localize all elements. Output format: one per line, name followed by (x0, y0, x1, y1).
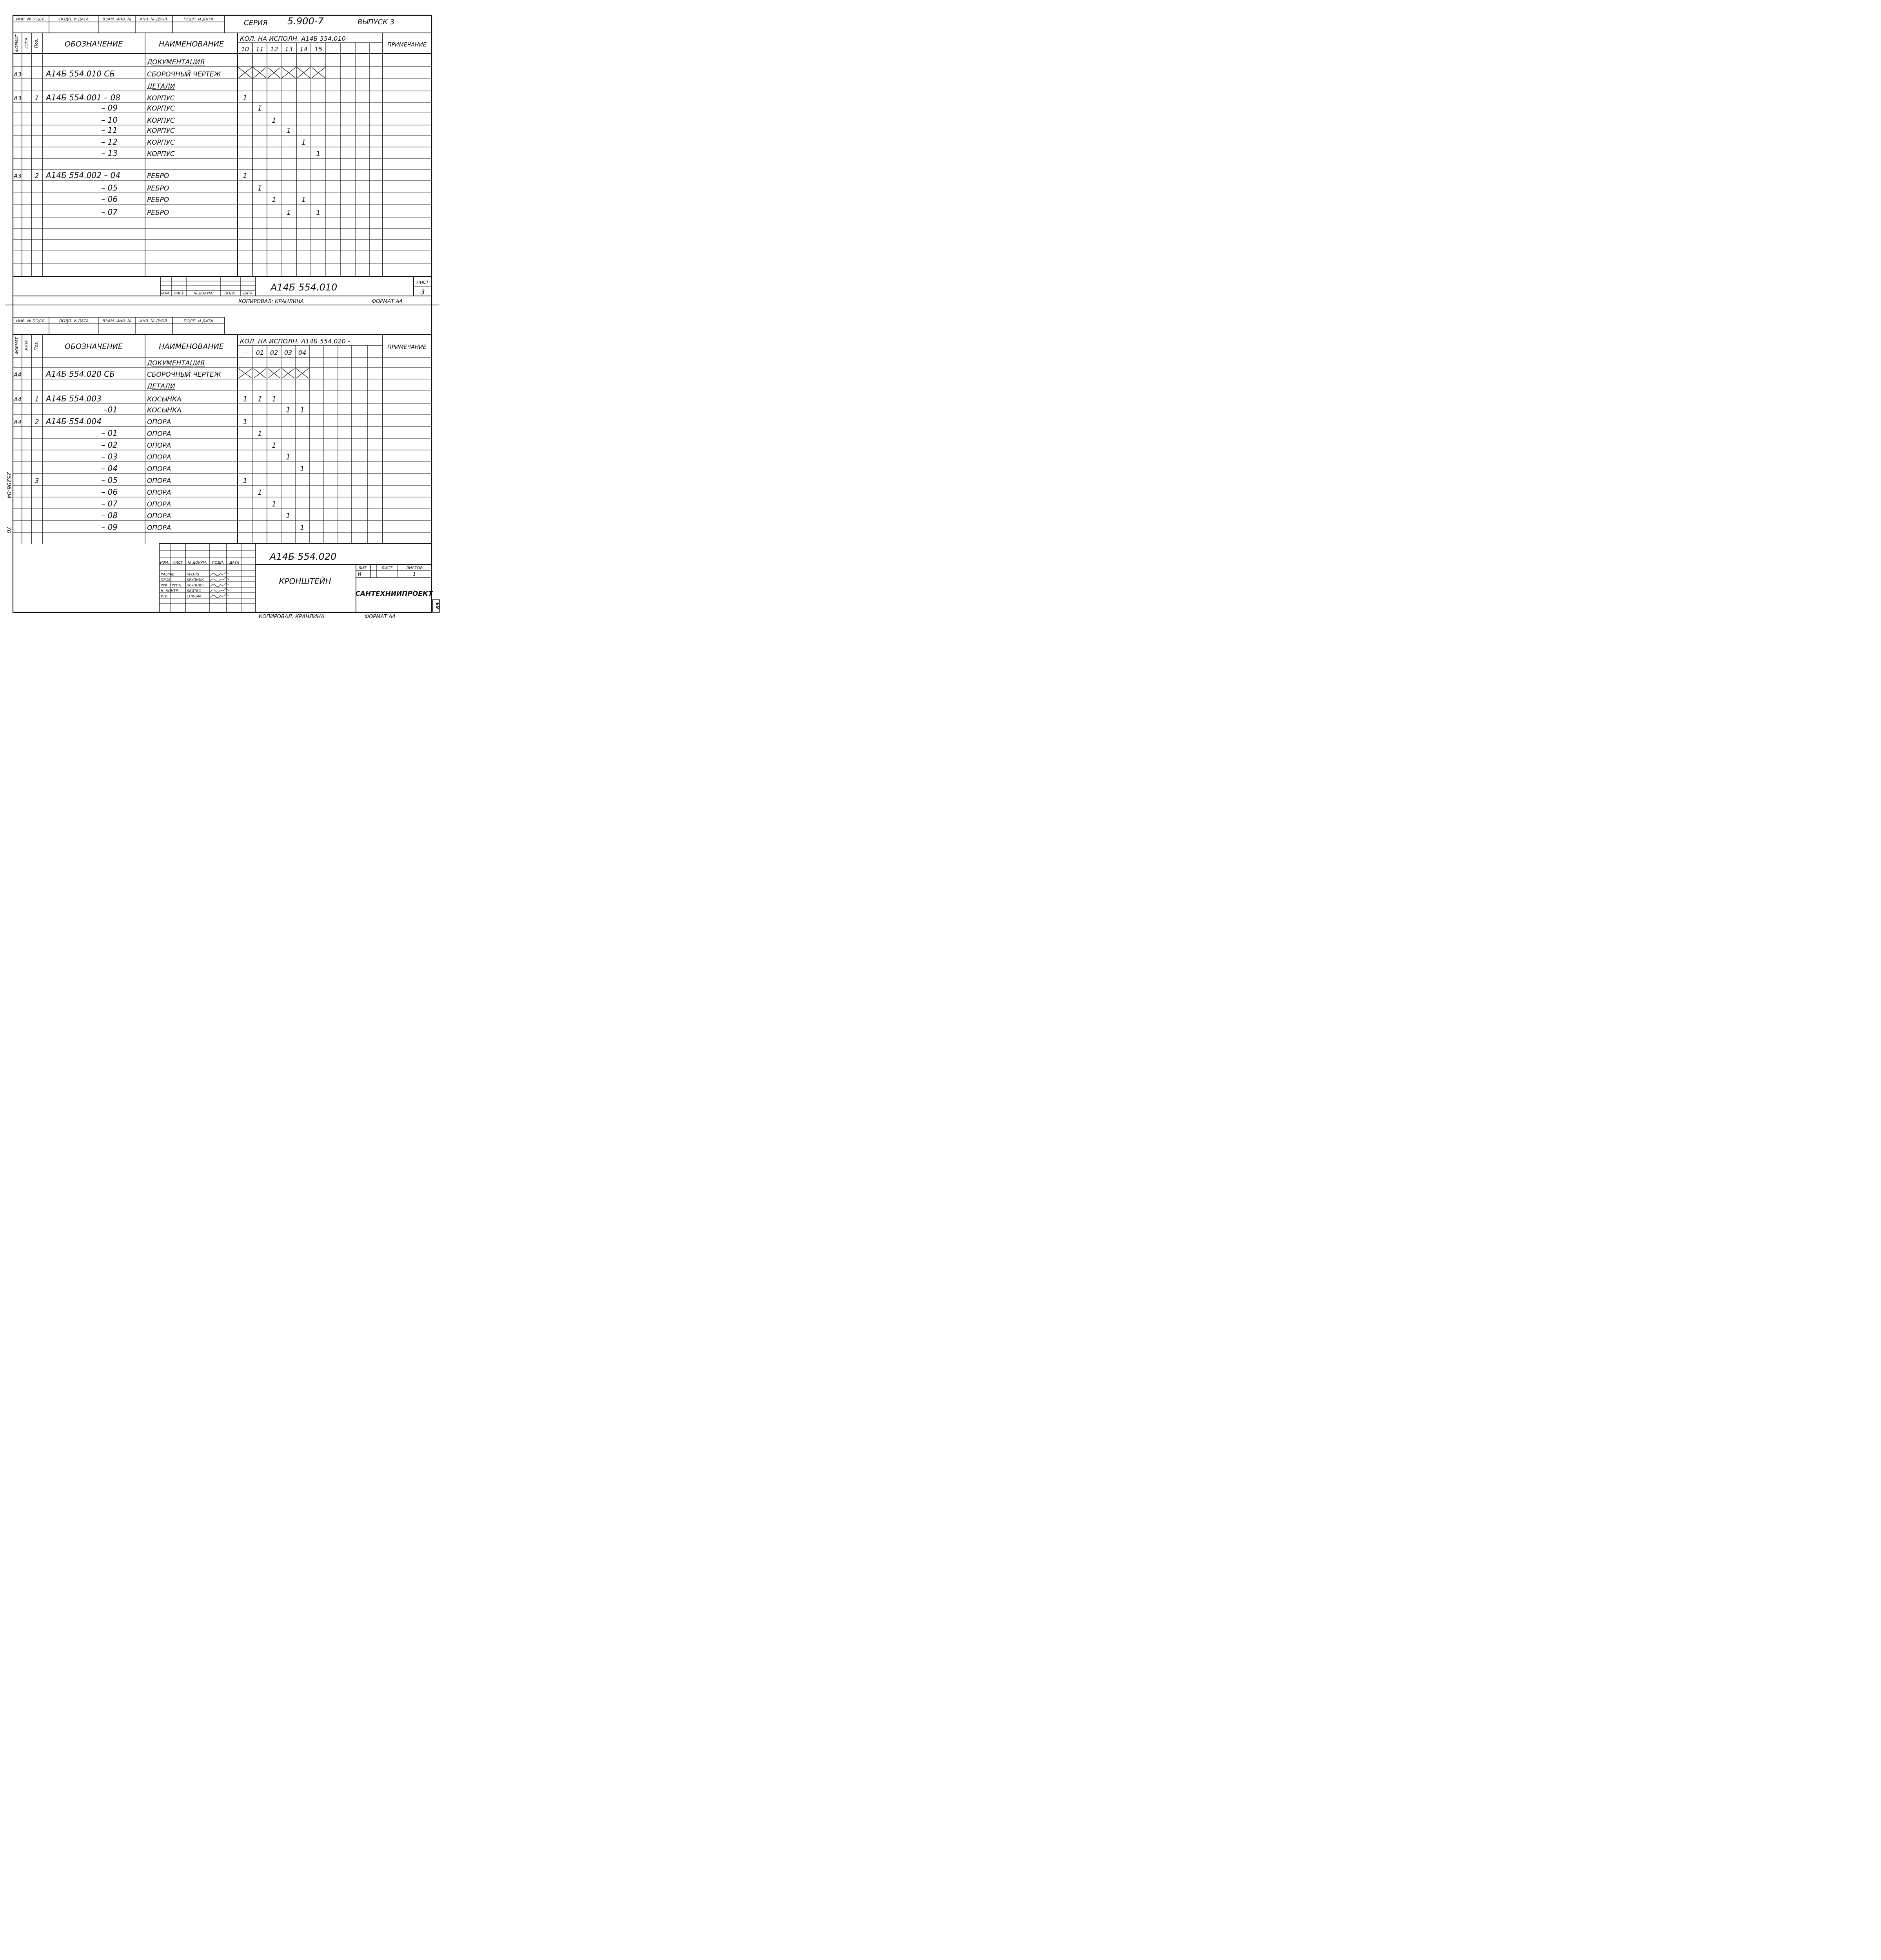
row-format: А4 (14, 371, 22, 378)
row-name: Сборочный чертеж (147, 371, 222, 379)
stamp-person: Крупник (187, 578, 204, 582)
row-designation: – 09 (101, 103, 118, 113)
row-designation: – 08 (101, 511, 118, 520)
row-name: Корпус (147, 105, 175, 113)
row-name: Корпус (147, 139, 175, 147)
row-name: Опора (147, 454, 171, 461)
row-name: Косынка (147, 396, 182, 403)
drawing-sheet (0, 0, 444, 620)
qty-value: 1 (257, 104, 262, 113)
row-designation: – 05 (101, 475, 118, 485)
qty-value: 1 (300, 465, 305, 473)
signature-mark (210, 577, 229, 581)
stamp-designation: А14Б 554.010 (271, 282, 338, 293)
row-designation: – 13 (101, 149, 118, 158)
row-designation: А14Б 554.004 (46, 417, 102, 426)
qty-value: 1 (272, 395, 276, 403)
binding-label-3: Инв. № дубл. (139, 17, 169, 22)
row-name: Сборочный чертеж (147, 71, 222, 78)
stamp-role: Утв. (161, 595, 169, 599)
stamp-col-2: № докум. (188, 561, 207, 565)
row-name: Ребро (147, 172, 169, 180)
qty-value: 1 (286, 453, 291, 461)
row-name: Опора (147, 418, 171, 426)
row-designation: – 03 (101, 452, 118, 461)
row-name: Косынка (147, 407, 182, 414)
row-format: А3 (14, 71, 22, 78)
qty-col-0: – (243, 349, 247, 356)
signature-mark (210, 572, 229, 576)
row-designation: –01 (103, 405, 118, 414)
stamp-title: Кронштейн (279, 577, 331, 586)
stamp-col-1: Лист (174, 292, 184, 296)
issue-label: выпуск 3 (358, 18, 395, 26)
stamp-col-1: Лист (172, 561, 183, 565)
qty-col-2: 02 (270, 349, 278, 356)
col-note-header: Примечание (387, 344, 427, 350)
qty-value: 1 (286, 512, 291, 520)
specification-drawing (0, 0, 444, 620)
col-designation-header: Обозначение (65, 40, 123, 49)
qty-col-1: 01 (256, 349, 264, 356)
stamp-lit-label: Лит. (358, 566, 368, 570)
row-designation: – 10 (101, 115, 118, 125)
binding-label-4: Подп. и дата (183, 17, 213, 22)
page-border (13, 15, 432, 612)
col-format-header: Формат (15, 34, 19, 52)
qty-value: 1 (272, 196, 276, 204)
row-name: Корпус (147, 117, 175, 125)
qty-value: 1 (258, 395, 262, 403)
qty-value: 1 (300, 406, 305, 414)
row-name: Опора (147, 524, 171, 532)
qty-col-4: 14 (300, 45, 308, 53)
row-name: Корпус (147, 127, 175, 135)
qty-value: 1 (301, 196, 306, 204)
table-grid (5, 15, 439, 612)
qty-value: 1 (243, 418, 248, 426)
stamp-sheet-no: 3 (420, 289, 425, 296)
row-name: Детали (147, 383, 175, 390)
row-pos: 3 (34, 477, 39, 485)
col-zone-header: Зона (24, 38, 29, 49)
qty-col-5: 15 (314, 45, 323, 53)
col-pos-header: Поз. (34, 341, 39, 351)
row-name: Опора (147, 430, 171, 438)
qty-col-3: 13 (285, 45, 293, 53)
stamp-role: Разраб. (161, 573, 176, 577)
footer-copied: Копировал: Кранлина (238, 299, 304, 305)
stamp-person: Лейтес (187, 589, 201, 593)
row-designation: – 01 (101, 428, 118, 438)
stamp-col-2: № докум. (194, 292, 213, 296)
corner-number: 69 (435, 602, 440, 609)
stamp-col-3: Подп. (212, 561, 224, 565)
stamp-lit-value: И (358, 572, 361, 577)
qty-value: 1 (316, 209, 321, 217)
footer-format: Формат А4 (372, 299, 403, 305)
row-designation: – 09 (101, 523, 118, 532)
signature-mark (210, 594, 229, 598)
stamp-col-3: Подп. (224, 292, 237, 296)
row-name: Документация (147, 58, 205, 66)
row-name: Детали (147, 83, 175, 91)
stamp-role: Пров. (161, 578, 172, 582)
qty-value: 1 (243, 172, 247, 180)
qty-value: 1 (286, 127, 291, 135)
row-name: Ребро (147, 185, 169, 192)
row-pos: 2 (34, 418, 39, 426)
stamp-col-0: Изм. (160, 561, 169, 565)
row-format: А4 (14, 396, 22, 403)
binding-label-2: Взам. инв. № (102, 319, 132, 323)
stamp-designation: А14Б 554.020 (270, 551, 337, 562)
margin-page-no: 70 (5, 526, 12, 534)
row-designation: А14Б 554.002 – 04 (46, 171, 121, 180)
row-designation: – 07 (101, 207, 118, 217)
signature-mark (210, 583, 229, 587)
row-name: Корпус (147, 150, 175, 158)
stamp-sheets-value: 1 (413, 572, 416, 577)
qty-value: 1 (243, 477, 248, 485)
row-designation: – 07 (101, 499, 118, 508)
row-designation: – 04 (101, 464, 118, 473)
stamp-sheet-label: Лист (381, 566, 393, 570)
row-pos: 2 (34, 172, 39, 180)
binding-label-1: Подп. и дата (59, 17, 89, 22)
qty-value: 1 (316, 150, 321, 158)
qty-value: 1 (257, 184, 262, 192)
qty-col-1: 11 (256, 45, 264, 53)
row-designation: – 11 (101, 125, 118, 135)
stamp-person: Спивак (187, 595, 202, 599)
qty-col-0: 10 (241, 45, 249, 53)
col-zone-header: Зона (24, 340, 29, 352)
qty-value: 1 (301, 138, 306, 147)
row-designation: А14Б 554.003 (46, 394, 102, 403)
series-value: 5.900-7 (287, 16, 324, 27)
row-format: А4 (14, 419, 22, 426)
stamp-col-0: Изм. (161, 292, 171, 296)
qty-value: 1 (272, 116, 276, 125)
row-format: А3 (14, 172, 22, 180)
qty-header: Кол. на исполн. А14Б 554.010- (240, 35, 348, 42)
stamp-col-4: Дата (229, 561, 239, 565)
row-name: Корпус (147, 94, 175, 102)
row-designation: – 02 (101, 440, 118, 450)
binding-label-0: Инв. № подл. (16, 319, 46, 323)
stamp-person: Крупник (187, 584, 204, 588)
stamp-sheet-label: Лист (416, 280, 429, 285)
col-designation-header: Обозначение (65, 342, 123, 351)
col-note-header: Примечание (387, 42, 427, 48)
row-designation: – 06 (101, 194, 118, 204)
row-name: Опора (147, 512, 171, 520)
row-name: Опора (147, 465, 171, 473)
qty-col-3: 03 (284, 349, 292, 356)
col-pos-header: Поз. (34, 38, 39, 48)
footer-format: Формат А4 (365, 614, 396, 620)
series-label: Серия (244, 19, 268, 27)
row-designation: – 05 (101, 183, 118, 192)
qty-value: 1 (258, 488, 262, 497)
stamp-col-4: Дата (243, 292, 253, 296)
row-designation: А14Б 554.001 – 08 (46, 93, 121, 102)
qty-col-4: 04 (298, 349, 307, 356)
qty-header: Кол. на исполн. А14Б 554.020 - (240, 338, 350, 345)
signature-mark (210, 588, 229, 592)
row-name: Опора (147, 489, 171, 497)
row-name: Опора (147, 477, 171, 485)
binding-label-4: Подп. и дата (183, 319, 213, 323)
qty-value: 1 (243, 94, 247, 102)
footer-copied: Копировал: Кранлина (259, 614, 325, 620)
row-format: А3 (14, 95, 22, 102)
row-designation: – 06 (101, 487, 118, 497)
binding-label-0: Инв. № подл. (16, 17, 46, 22)
stamp-organization: САНТЕХНИИПРОЕКТ (355, 590, 433, 598)
qty-value: 1 (286, 406, 291, 414)
qty-col-2: 12 (270, 45, 278, 53)
col-name-header: Наименование (159, 40, 224, 49)
qty-value: 1 (258, 430, 262, 438)
row-pos: 1 (34, 396, 39, 403)
qty-value: 1 (243, 395, 248, 403)
row-name: Ребро (147, 209, 169, 217)
row-designation: А14Б 554.020 СБ (46, 369, 115, 379)
binding-label-2: Взам. инв. № (102, 17, 132, 22)
qty-value: 1 (272, 500, 276, 508)
row-pos: 1 (34, 94, 39, 102)
stamp-person: Кроль (187, 573, 199, 577)
margin-code: 25206-04 (5, 472, 12, 499)
row-name: Документация (147, 359, 205, 367)
stamp-sheets-label: Листов (406, 566, 423, 570)
row-name: Ребро (147, 196, 169, 204)
col-name-header: Наименование (159, 342, 224, 351)
col-format-header: Формат (15, 337, 19, 355)
row-name: Опора (147, 501, 171, 508)
row-name: Опора (147, 442, 171, 450)
row-designation: А14Б 554.010 СБ (46, 69, 115, 78)
binding-label-1: Подп. и дата (59, 319, 89, 323)
stamp-role: Н. контр. (161, 589, 179, 593)
row-designation: – 12 (101, 137, 118, 147)
qty-value: 1 (286, 209, 291, 217)
stamp-role: Рук. групп. (161, 584, 183, 588)
qty-value: 1 (300, 524, 305, 532)
binding-label-3: Инв. № дубл. (139, 319, 169, 323)
qty-value: 1 (272, 441, 276, 450)
